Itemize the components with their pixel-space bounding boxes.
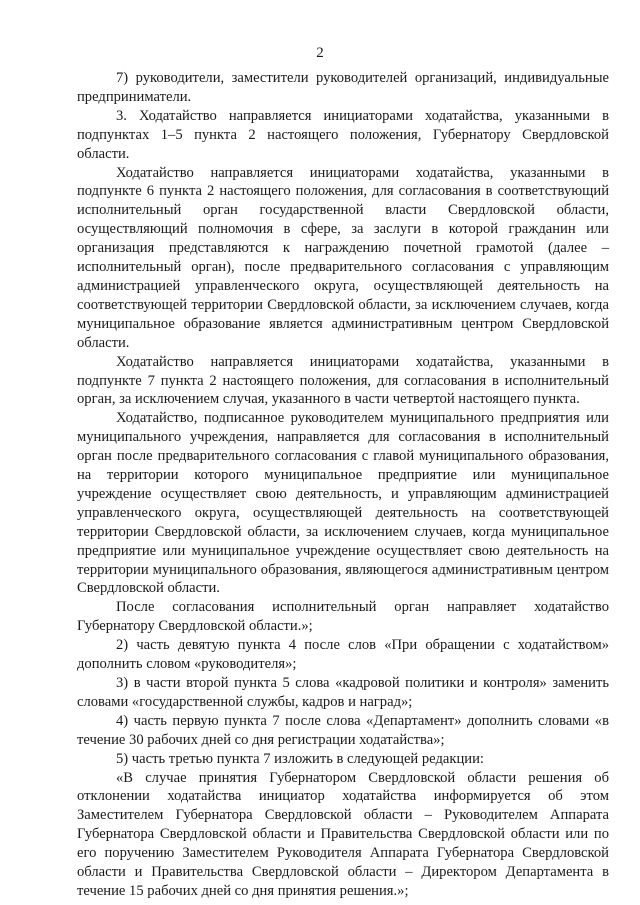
paragraph: 4) часть первую пункта 7 после слова «Департамент» дополнить словами «в течение 30 рабочих дней со дня регистрации ходатайства»; bbox=[77, 712, 609, 748]
document-body bbox=[77, 69, 609, 901]
paragraph: Ходатайство направляется инициаторами ходатайства, указанными в подпункте 6 пункта 2 настоящего положения, для согласования в соответствующий исполнительный орган государственной власти Свердловской области, осуществляющий полномочия в сфере, за заслуги в которой гражданин или организация представляются к награждению почетной грамотой (далее – исполнительный орган), после предварительного согласования с управляющим администрацией управленческого округа, осуществляющей деятельность на соответствующей территории Свердловской области, за исключением случаев, когда муниципальное образование является административным центром Свердловской области. bbox=[77, 164, 609, 351]
paragraph: Ходатайство, подписанное руководителем муниципального предприятия или муниципального учреждения, направляется для согласования в исполнительный орган после предварительного согласования с главой муниципального образования, на территории которого муниципальное предприятие или муниципальное учреждение осуществляет свою деятельность, и управляющим администрацией управленческого округа, осуществляющей деятельность на соответствующей территории Свердловской области, за исключением случаев, когда муниципальное предприятие или муниципальное учреждение осуществляет свою деятельность на территории муниципального образования, являющегося административным центром Свердловской области. bbox=[77, 410, 609, 597]
paragraph: 5) часть третью пункта 7 изложить в следующей редакции: bbox=[116, 750, 484, 767]
paragraph: 3) в части второй пункта 5 слова «кадровой политики и контроля» заменить словами «государственной службы, кадров и наград»; bbox=[77, 675, 609, 710]
paragraph: 3. Ходатайство направляется инициаторами ходатайства, указанными в подпунктах 1–5 пункта 2 настоящего положения, Губернатору Свердловской области. bbox=[77, 107, 609, 162]
paragraph: 7) руководители, заместители руководителей организаций, индивидуальные предприниматели. bbox=[77, 70, 609, 105]
paragraph: Ходатайство направляется инициаторами ходатайства, указанными в подпункте 7 пункта 2 настоящего положения, для согласования в исполнительный орган, за исключением случая, указанного в части четвертой настоящего пункта. bbox=[77, 353, 609, 408]
paragraph: «В случае принятия Губернатором Свердловской области решения об отклонении ходатайства инициатор ходатайства информируется об этом Заместителем Губернатора Свердловской области – Руководителем Аппарата Губернатора Свердловской области и Правительства Свердловской области или по его поручению Заместителем Руководителя Аппарата Губернатора Свердловской области и Правительства Свердловской области – Директором Департамента в течение 15 рабочих дней со дня принятия решения.»; bbox=[77, 769, 609, 899]
page-number: 2 bbox=[316, 45, 324, 61]
paragraph: После согласования исполнительный орган направляет ходатайство Губернатору Свердловской области.»; bbox=[77, 599, 609, 635]
paragraph: 2) часть девятую пункта 4 после слов «При обращении с ходатайством» дополнить словом «руководителя»; bbox=[77, 637, 609, 673]
